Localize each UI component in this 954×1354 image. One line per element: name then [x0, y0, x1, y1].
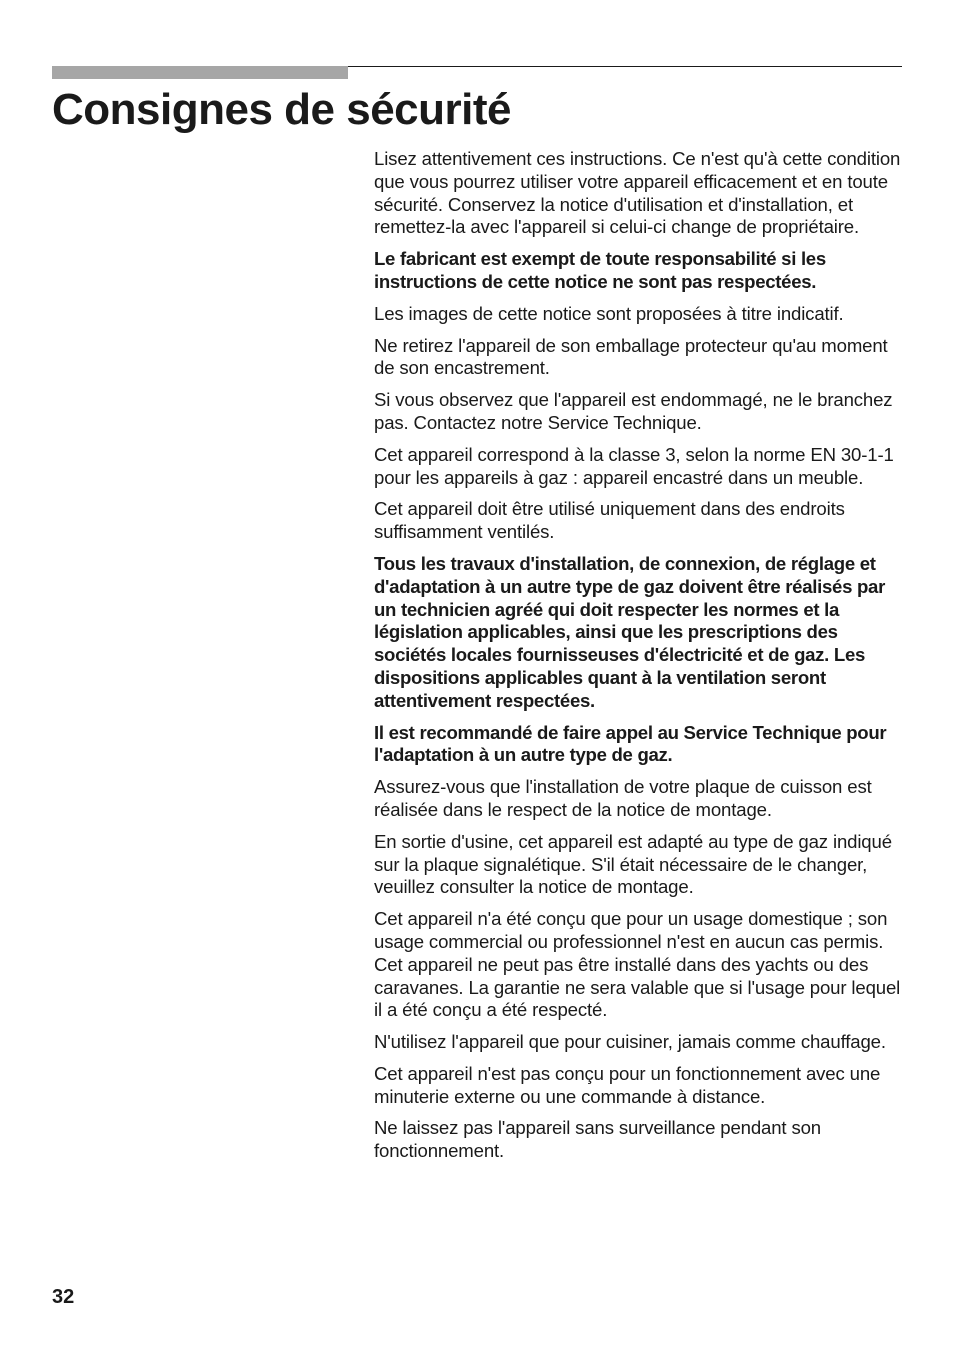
paragraph-service-recommendation: Il est recommandé de faire appel au Service Technique pour l'adaptation à un autre type de gaz. — [374, 721, 887, 766]
paragraph-supervision: Ne laissez pas l'appareil sans surveillance pendant son fonctionnement. — [374, 1117, 821, 1162]
paragraph-intro: Lisez attentivement ces instructions. Ce n'est qu'à cette condition que vous pourrez utiliser votre appareil efficacement et en toute sécurité. Conservez la notice d'utilisation et d'installation, et remettez-la avec l'appareil si celui-ci change de propriétaire. — [374, 148, 901, 238]
header-gray-block — [52, 66, 348, 79]
paragraph-images: Les images de cette notice sont proposées à titre indicatif. — [374, 302, 844, 324]
section-header-bar — [52, 66, 902, 79]
paragraph-damage: Si vous observez que l'appareil est endommagé, ne le branchez pas. Contactez notre Service Technique. — [374, 389, 893, 433]
paragraph-domestic-use: Cet appareil n'a été conçu que pour un usage domestique ; son usage commercial ou professionnel n'est en aucun cas permis. Cet appareil ne peut pas être installé dans des yachts ou des caravanes. La garantie ne sera valable que si l'usage pour lequel il a été conçu a été respecté. — [374, 908, 901, 1021]
paragraph-cooking-only: N'utilisez l'appareil que pour cuisiner, jamais comme chauffage. — [374, 1031, 886, 1053]
paragraph-mounting: Assurez-vous que l'installation de votre plaque de cuisson est réalisée dans le respect de la notice de montage. — [374, 776, 872, 820]
page-title: Consignes de sécurité — [52, 85, 511, 134]
paragraph-gas-type: En sortie d'usine, cet appareil est adapté au type de gaz indiqué sur la plaque signalétique. S'il était nécessaire de le changer, veuillez consulter la notice de montage. — [374, 830, 892, 898]
paragraph-timer: Cet appareil n'est pas conçu pour un fonctionnement avec une minuterie externe ou une commande à distance. — [374, 1062, 881, 1107]
paragraph-ventilation: Cet appareil doit être utilisé uniquement dans des endroits suffisamment ventilés. — [374, 498, 845, 543]
paragraph-class: Cet appareil correspond à la classe 3, selon la norme EN 30-1-1 pour les appareils à gaz : appareil encastré dans un meuble. — [374, 443, 894, 488]
paragraph-packaging: Ne retirez l'appareil de son emballage protecteur qu'au moment de son encastrement. — [374, 334, 888, 379]
paragraph-liability-warning: Le fabricant est exempt de toute responsabilité si les instructions de cette notice ne sont pas respectées. — [374, 248, 826, 292]
paragraph-installation-warning: Tous les travaux d'installation, de connexion, de réglage et d'adaptation à un autre type de gaz doivent être réalisés par un technicien agréé qui doit respecter les normes et la législation applicables, ainsi que les prescriptions des sociétés locales fournisseuses d'électricité et de gaz. Les dispositions applicables quant à la ventilation seront attentivement respectées. — [374, 552, 886, 711]
safety-instructions — [374, 148, 906, 1172]
page-number: 32 — [52, 1286, 75, 1308]
